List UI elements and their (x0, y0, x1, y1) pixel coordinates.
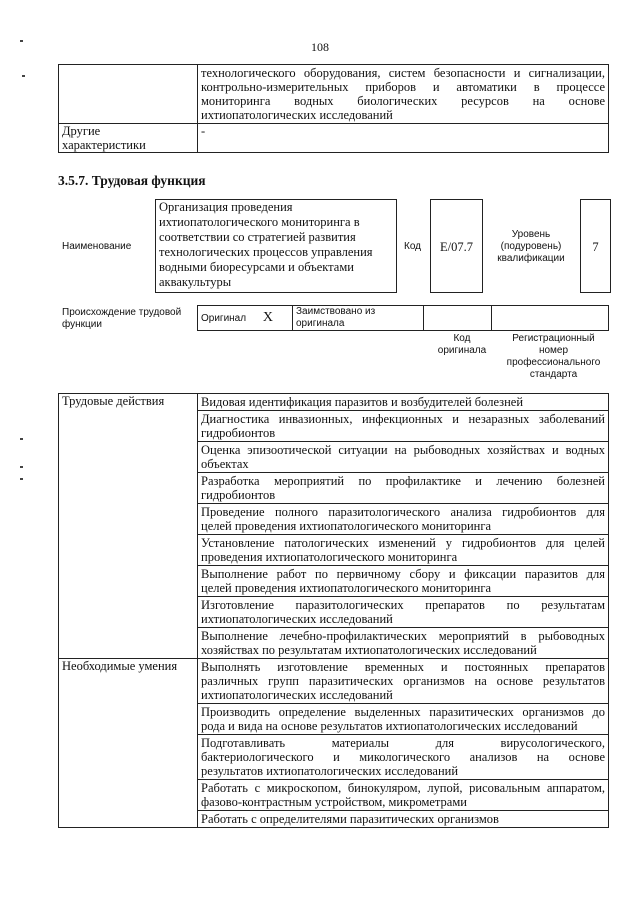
required-skill-label: Необходимые умения (59, 659, 198, 828)
margin-speck (20, 438, 23, 440)
text-line: характеристики (62, 138, 146, 152)
text-line: оригинала (437, 345, 487, 356)
table-row (59, 394, 609, 411)
text-line: Работать с микроскопом, бинокуляром, лупой, рисовальным аппаратом, (201, 781, 605, 795)
text-line: целей проведения ихтиопатологического мониторинга (201, 519, 491, 533)
function-name-box (155, 199, 397, 293)
labour-action-item (198, 473, 609, 504)
text-line: проведения ихтиопатологического мониторинга (201, 550, 458, 564)
text-line: гидробионтов (201, 488, 276, 502)
text-line: ихтиопатологических исследований (201, 108, 393, 122)
labour-action-item (198, 504, 609, 535)
text-line: Происхождение трудовой (62, 307, 182, 318)
text-line: номер (538, 345, 569, 356)
text-line: объектах (201, 457, 249, 471)
text-line: Изготовление паразитологических препаратов по результатам (201, 598, 605, 612)
text-line: Проведение полного паразитологического анализа гидробионтов для (201, 505, 605, 519)
required-skill-item (198, 704, 609, 735)
text-line: ихтиопатологического мониторинга в (159, 215, 360, 229)
page-number: 108 (311, 40, 329, 54)
text-line: Заимствовано из (296, 306, 376, 317)
text-line: стандарта (529, 369, 578, 380)
text-line: целей проведения ихтиопатологического мониторинга (201, 581, 491, 595)
text-line: оригинала (296, 318, 345, 329)
text-line: (подуровень) (500, 241, 562, 252)
code-label: Код (404, 241, 422, 252)
code-value: E/07.7 (440, 240, 473, 254)
text-line: бактериологического и микологического анализов на основе (201, 750, 605, 764)
name-label: Наименование (62, 241, 132, 252)
text-line: Производить определение выделенных паразитических организмов до (201, 705, 605, 719)
text-line: Уровень (511, 229, 551, 240)
text-line: Выполнять изготовление временных и постоянных препаратов (201, 660, 605, 674)
text-line: Код (453, 333, 471, 344)
level-label (490, 229, 572, 265)
text-line: технологического оборудования, систем безопасности и сигнализации, (201, 66, 605, 80)
required-skill-item (198, 811, 609, 828)
text-line: хозяйствах по результатам ихтиопатологических исследований (201, 643, 537, 657)
text-line: фазово-контрастным устройством, микрометрами (201, 795, 467, 809)
code-value-box (430, 199, 483, 293)
text-line: Видовая идентификация паразитов и возбудителей болезней (201, 395, 524, 409)
table-row (59, 124, 609, 153)
text-line: Организация проведения (159, 200, 293, 214)
text-line: Другие (62, 124, 101, 138)
text-line: технологических процессов управления (159, 245, 373, 259)
margin-speck (20, 466, 23, 468)
registration-number-cell (492, 306, 609, 331)
original-mark: X (262, 309, 273, 325)
text-line: контрольно-измерительных приборов и автоматики в процессе (201, 80, 605, 94)
text-line: профессионального (506, 357, 601, 368)
level-value-box (580, 199, 611, 293)
text-line: аквакультуры (159, 275, 232, 289)
text-line: Установление патологических изменений у гидробионтов для целей (201, 536, 605, 550)
margin-speck (22, 75, 25, 77)
text-line: Разработка мероприятий по профилактике и лечению болезней (201, 474, 605, 488)
text-line: Регистрационный (512, 333, 595, 344)
text-line: Выполнение работ по первичному сбору и фиксации паразитов для (201, 567, 605, 581)
origin-table (197, 305, 609, 331)
level-value: 7 (592, 240, 599, 254)
original-cell (198, 306, 293, 331)
text-line: квалификации (497, 253, 565, 264)
required-skill-item (198, 780, 609, 811)
text-line: результатов ихтиопатологических исследований (201, 764, 459, 778)
table-row (59, 65, 609, 124)
labour-action-item (198, 411, 609, 442)
equipment-text (198, 65, 609, 124)
borrowed-cell (293, 306, 424, 331)
other-characteristics-value: - (198, 124, 609, 153)
text-line: Выполнение лечебно-профилактических мероприятий в рыбоводных (201, 629, 605, 643)
labour-action-item (198, 442, 609, 473)
registration-caption (497, 333, 610, 381)
table-row (59, 659, 609, 704)
text-line: водными биоресурсами и объектами (159, 260, 354, 274)
text-line: Подготавливать материалы для вирусологического, (201, 736, 605, 750)
labour-action-label: Трудовые действия (59, 394, 198, 659)
text-line: мониторинга водных биологических ресурсов на основе (201, 94, 605, 108)
text-line: Оценка эпизоотической ситуации на рыбоводных хозяйствах и водных (201, 443, 605, 457)
code-caption (428, 333, 496, 357)
section-heading: 3.5.7. Трудовая функция (58, 173, 206, 188)
labour-action-item (198, 535, 609, 566)
text-line: рода и вида на основе результатов ихтиопатологических исследований (201, 719, 578, 733)
text-line: функции (62, 319, 102, 330)
original-label: Оригинал (201, 312, 247, 324)
text-line: Работать с определителями паразитических организмов (201, 812, 499, 826)
labour-action-item (198, 597, 609, 628)
text-line: гидробионтов (201, 426, 276, 440)
labour-action-item (198, 628, 609, 659)
other-characteristics-label (59, 124, 198, 153)
labour-action-item (198, 566, 609, 597)
main-table (58, 393, 609, 828)
margin-speck (20, 478, 23, 480)
text-line: различных групп паразитических организмов на основе результатов (201, 674, 605, 688)
top-table (58, 64, 609, 153)
empty-cell (59, 65, 198, 124)
original-code-cell (424, 306, 492, 331)
required-skill-item (198, 659, 609, 704)
text-line: соответствии со стратегией развития (159, 230, 356, 244)
required-skill-item (198, 735, 609, 780)
text-line: ихтиопатологических исследований (201, 612, 393, 626)
origin-label (62, 307, 181, 331)
labour-action-item (198, 394, 609, 411)
text-line: ихтиопатологических исследований (201, 688, 393, 702)
text-line: Диагностика инвазионных, инфекционных и незаразных заболеваний (201, 412, 605, 426)
